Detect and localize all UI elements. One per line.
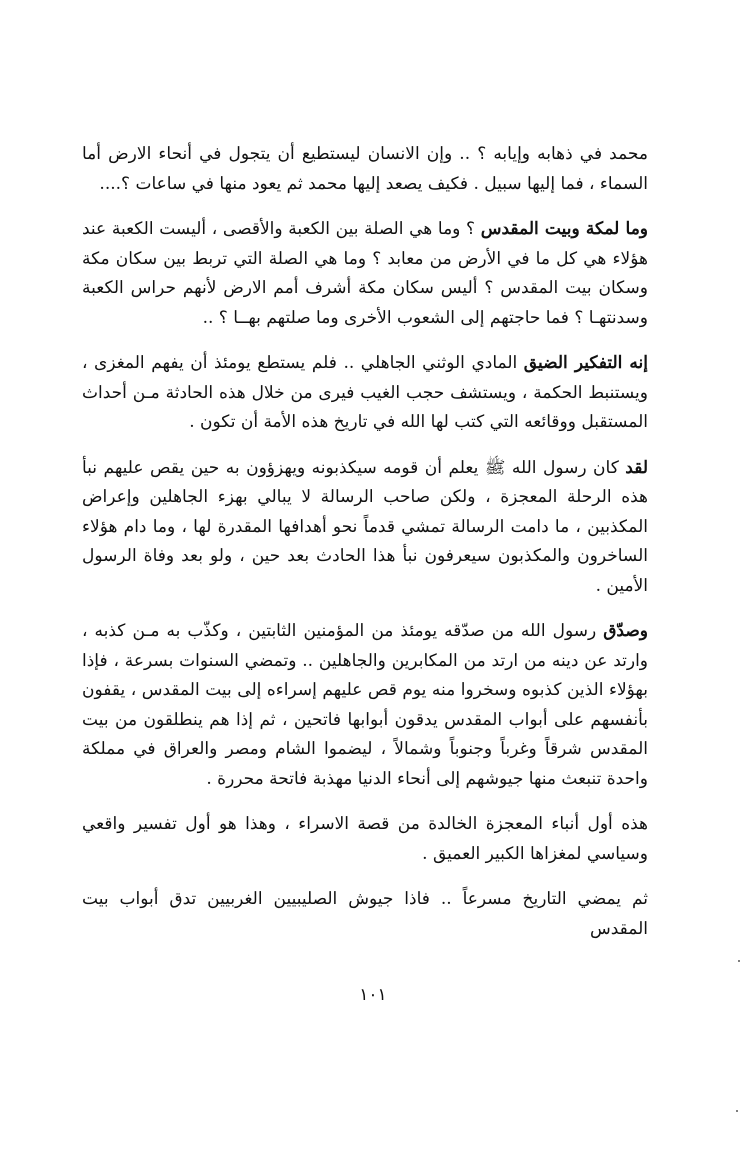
paragraph-4-lead: لقد [625, 457, 648, 478]
paragraph-7 [82, 885, 648, 944]
paragraph-6 [82, 810, 648, 869]
paragraph-4-text: كان رسول الله ﷺ يعلم أن قومه سيكذبونه ويهزؤون به حين يقص عليهم نبأ هذه الرحلة المعجزة ، ولكن صاحب الرسالة لا يبالي بهزء الجاهلين وإعراض المكذبين ، ما دامت الرسالة تمشي قدماً نحو أهدافها المقدرة لها ، وما دام هؤلاء الساخرون والمكذبون سيعرفون نبأ هذا الحادث بعد حين ، ولو بعد وفاة الرسول الأمين . [82, 457, 649, 596]
paragraph-3-lead: إنه التفكير الضيق [523, 353, 648, 373]
paragraph-3 [82, 349, 648, 438]
paragraph-5-lead: وصدّق [603, 621, 648, 641]
scan-speck [738, 960, 740, 962]
paragraph-2-lead: وما لمكة وبيت المقدس [480, 219, 649, 239]
paragraph-2 [82, 215, 648, 333]
paragraph-4 [82, 454, 648, 602]
paragraph-6-text: هذه أول أنباء المعجزة الخالدة من قصة الاسراء ، وهذا هو أول تفسير واقعي وسياسي لمغزاها الكبير العميق . [82, 814, 648, 864]
paragraph-5-text: رسول الله من صدّقه يومئذ من المؤمنين الثابتين ، وكذّب به مـن كذبه ، وارتد عن دينه من ارتد من المكابرين والجاهلين .. وتمضي السنوات بسرعة ، فإذا بهؤلاء الذين كذبوه وسخروا منه يوم قص عليهم إسراءه إلى بيت المقدس ، يقفون بأنفسهم على أبواب المقدس يدقون أبوابها فاتحين ، ثم إذا هم ينطلقون من بيت المقدس شرقاً وغرباً وجنوباً وشمالاً ، ليضموا الشام ومصر والعراق في مملكة واحدة تنبعث منها جيوشهم إلى أنحاء الدنيا مهذبة فاتحة محررة . [82, 621, 648, 789]
page-body [82, 140, 648, 960]
paragraph-2-text: ؟ وما هي الصلة بين الكعبة والأقصى ، أليست الكعبة عند هؤلاء هي كل ما في الأرض من معابد ؟ وما هي الصلة التي تربط بين سكان مكة وسكان بيت المقدس ؟ أليس سكان مكة أشرف أمم الارض لأنهم حراس الكعبة وسدنتهـا ؟ فما حاجتهم إلى الشعوب الأخرى وما صلتهم بهــا ؟ .. [82, 219, 648, 328]
paragraph-1-text: محمد في ذهابه وإيابه ؟ .. وإن الانسان ليستطيع أن يتجول في أنحاء الارض أما السماء ، فما إليها سبيل . فكيف يصعد إليها محمد ثم يعود منها في ساعات ؟.... [82, 144, 648, 194]
paragraph-7-text: ثم يمضي التاريخ مسرعاً .. فاذا جيوش الصليبيين الغربيين تدق أبواب بيت المقدس [82, 889, 648, 939]
paragraph-3-text: المادي الوثني الجاهلي .. فلم يستطع يومئذ أن يفهم المغزى ، ويستنبط الحكمة ، ويستشف حجب الغيب فيرى من خلال هذه الحادثة مـن أحداث المستقبل ووقائعه التي كتب لها الله في تاريخ هذه الأمة أن تكون . [82, 353, 648, 432]
page-number: ١٠١ [359, 985, 387, 1005]
paragraph-5 [82, 617, 648, 794]
scan-speck [736, 1110, 738, 1112]
paragraph-1 [82, 140, 648, 199]
